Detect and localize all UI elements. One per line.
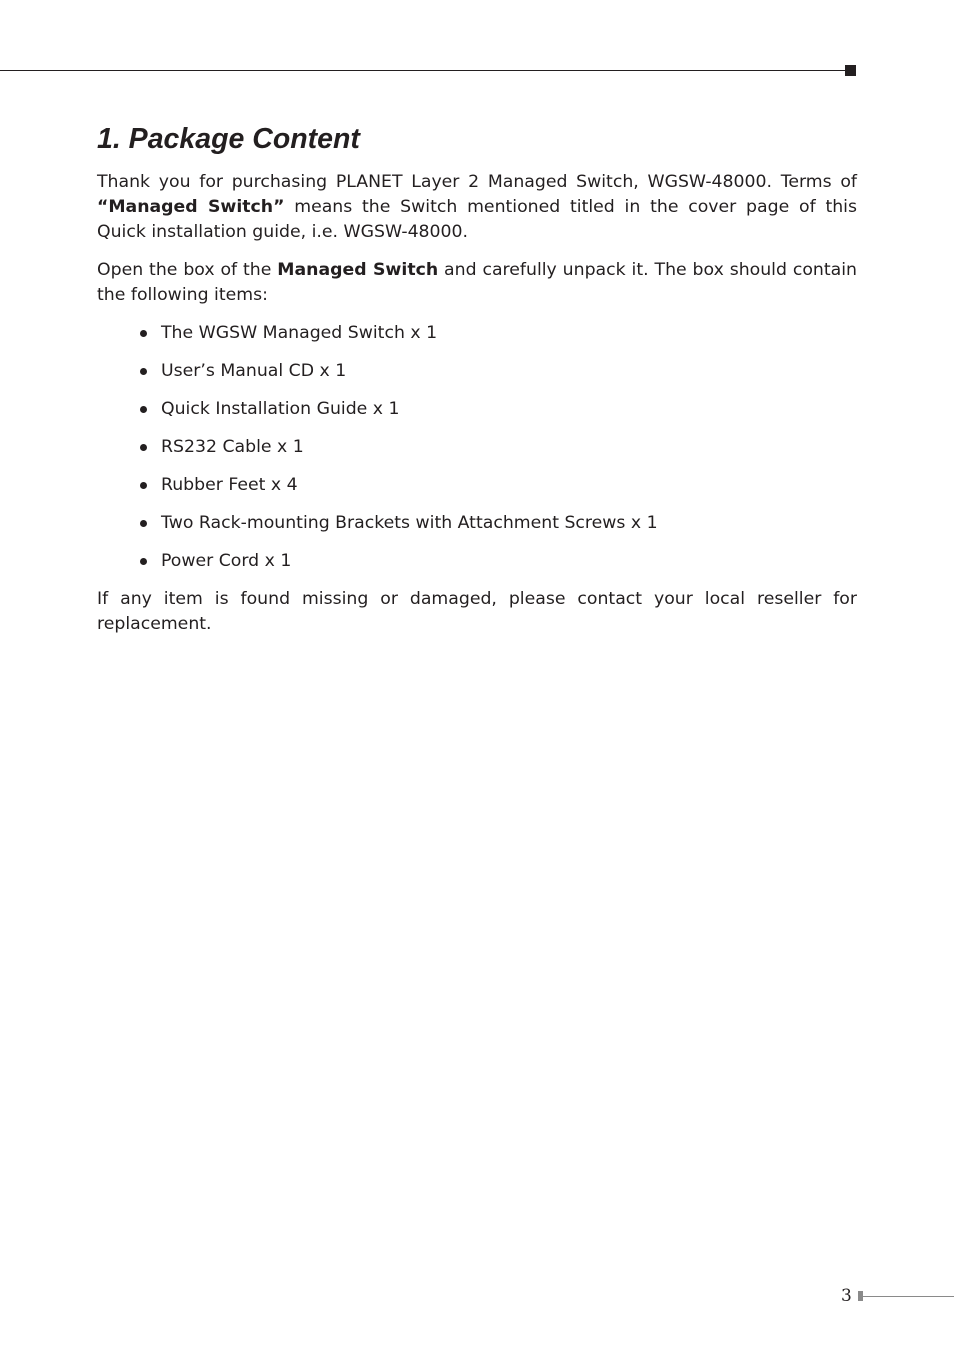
intro-text-2: means the Switch mentioned titled in the cover page of this Quick installation guide, i.e. WGSW-48000.: [97, 197, 857, 242]
page-number: 3: [841, 1286, 852, 1306]
footer-rule: [863, 1296, 954, 1297]
bullet-icon: [140, 482, 147, 489]
bullet-icon: [140, 444, 147, 451]
list-item: [140, 511, 857, 536]
closing-paragraph: If any item is found missing or damaged, please contact your local reseller for replacement.: [97, 589, 857, 634]
open-box-text-1: Open the box of the: [97, 260, 278, 280]
bullet-icon: [140, 558, 147, 565]
list-item-text: RS232 Cable x 1: [161, 437, 304, 457]
open-box-bold-term: Managed Switch: [277, 260, 439, 280]
list-item-text: User’s Manual CD x 1: [161, 361, 347, 381]
bullet-icon: [140, 406, 147, 413]
open-box-text-2: and carefully unpack it. The box should contain the following items:: [97, 260, 857, 305]
intro-text-1: Thank you for purchasing PLANET Layer 2 Managed Switch, WGSW-48000. Terms of: [97, 172, 857, 192]
list-item-text: The WGSW Managed Switch x 1: [161, 323, 438, 343]
section-heading: 1. Package Content: [97, 123, 360, 155]
list-item-text: Rubber Feet x 4: [161, 475, 298, 495]
list-item-text: Power Cord x 1: [161, 551, 292, 571]
page-content: [97, 120, 857, 650]
list-item: [140, 397, 857, 422]
intro-bold-term: “Managed Switch”: [97, 197, 285, 217]
list-item: [140, 549, 857, 574]
package-items-list: [97, 321, 857, 574]
header-square-marker: [845, 65, 856, 76]
list-item: [140, 435, 857, 460]
list-item: [140, 321, 857, 346]
header-rule: [0, 70, 846, 71]
list-item-text: Two Rack-mounting Brackets with Attachment Screws x 1: [161, 513, 658, 533]
open-box-paragraph: [97, 258, 857, 308]
bullet-icon: [140, 520, 147, 527]
list-item-text: Quick Installation Guide x 1: [161, 399, 400, 419]
intro-paragraph: [97, 170, 857, 245]
list-item: [140, 359, 857, 384]
list-item: [140, 473, 857, 498]
bullet-icon: [140, 368, 147, 375]
bullet-icon: [140, 330, 147, 337]
